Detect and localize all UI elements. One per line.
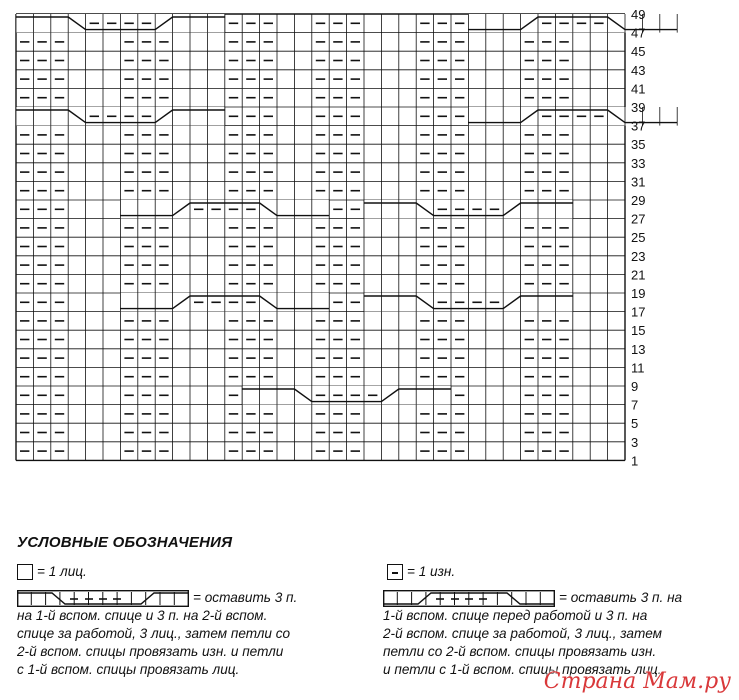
cable-right <box>242 386 451 405</box>
cable-right-line-4: с 1-й вспом. спицы провязать лиц. <box>17 662 240 677</box>
cable-right-symbol-icon <box>17 590 189 607</box>
cable-right-lead: = оставить 3 п. <box>193 590 298 605</box>
row-label: 31 <box>631 174 646 190</box>
cable-right-line-1: на 1-й вспом. спице и 3 п. на 2-й вспом. <box>17 608 268 623</box>
row-label: 43 <box>631 62 646 78</box>
legend-knit <box>17 563 87 581</box>
knit-symbol-icon <box>17 564 33 580</box>
legend-purl-text: = 1 изн. <box>407 564 456 579</box>
row-label: 5 <box>631 416 639 432</box>
row-label: 15 <box>631 323 646 339</box>
row-label: 19 <box>631 286 646 301</box>
cable-left <box>120 293 329 312</box>
cable-left-line-2: 2-й вспом. спице за работой, 3 лиц., затем <box>383 626 662 641</box>
row-label: 21 <box>631 267 646 283</box>
cable-left-line-3: петли со 2-й вспом. спицы провязать изн. <box>383 644 657 659</box>
cable-right <box>16 14 225 33</box>
row-label: 17 <box>631 304 646 320</box>
row-label: 25 <box>631 230 646 246</box>
cable-left-symbol-icon <box>383 590 555 607</box>
legend-knit-text: = 1 лиц. <box>37 564 87 579</box>
cable-left-lead: = оставить 3 п. на <box>559 590 683 605</box>
legend-cable-left <box>383 589 728 679</box>
row-label: 23 <box>631 248 646 264</box>
row-label: 41 <box>631 81 646 97</box>
cable-left <box>468 107 677 126</box>
row-label: 1 <box>631 453 639 469</box>
row-label: 33 <box>631 155 646 171</box>
legend-cable-right <box>17 589 357 679</box>
row-label: 27 <box>631 211 646 227</box>
cable-right <box>16 107 225 126</box>
cable-right <box>364 200 573 219</box>
row-label: 9 <box>631 379 639 394</box>
site-watermark: Страна Мам.ру <box>543 669 731 694</box>
cable-left-line-4: и петли с 1-й вспом. спицы провязать лиц. <box>383 662 662 677</box>
row-label: 13 <box>631 341 646 357</box>
legend-title: УСЛОВНЫЕ ОБОЗНАЧЕНИЯ <box>17 534 233 551</box>
row-label: 11 <box>631 360 645 376</box>
cable-left-line-1: 1-й вспом. спице перед работой и 3 п. на <box>383 608 648 623</box>
cable-left <box>120 200 329 219</box>
cable-right <box>364 293 573 312</box>
row-label: 49 <box>631 7 646 22</box>
cable-right-line-3: 2-й вспом. спицы провязать изн. и петли <box>17 644 284 659</box>
row-label: 29 <box>631 193 646 208</box>
row-label: 39 <box>631 100 646 115</box>
row-label: 3 <box>631 434 639 450</box>
row-label: 47 <box>631 25 646 41</box>
cable-right-line-2: спице за работой, 3 лиц., затем петли со <box>17 626 291 641</box>
purl-symbol-icon <box>387 564 403 580</box>
row-label: 37 <box>631 118 646 134</box>
row-label: 45 <box>631 44 646 60</box>
row-label: 7 <box>631 397 639 413</box>
legend-purl <box>387 563 455 581</box>
cable-left <box>468 14 677 33</box>
row-label: 35 <box>631 137 646 153</box>
